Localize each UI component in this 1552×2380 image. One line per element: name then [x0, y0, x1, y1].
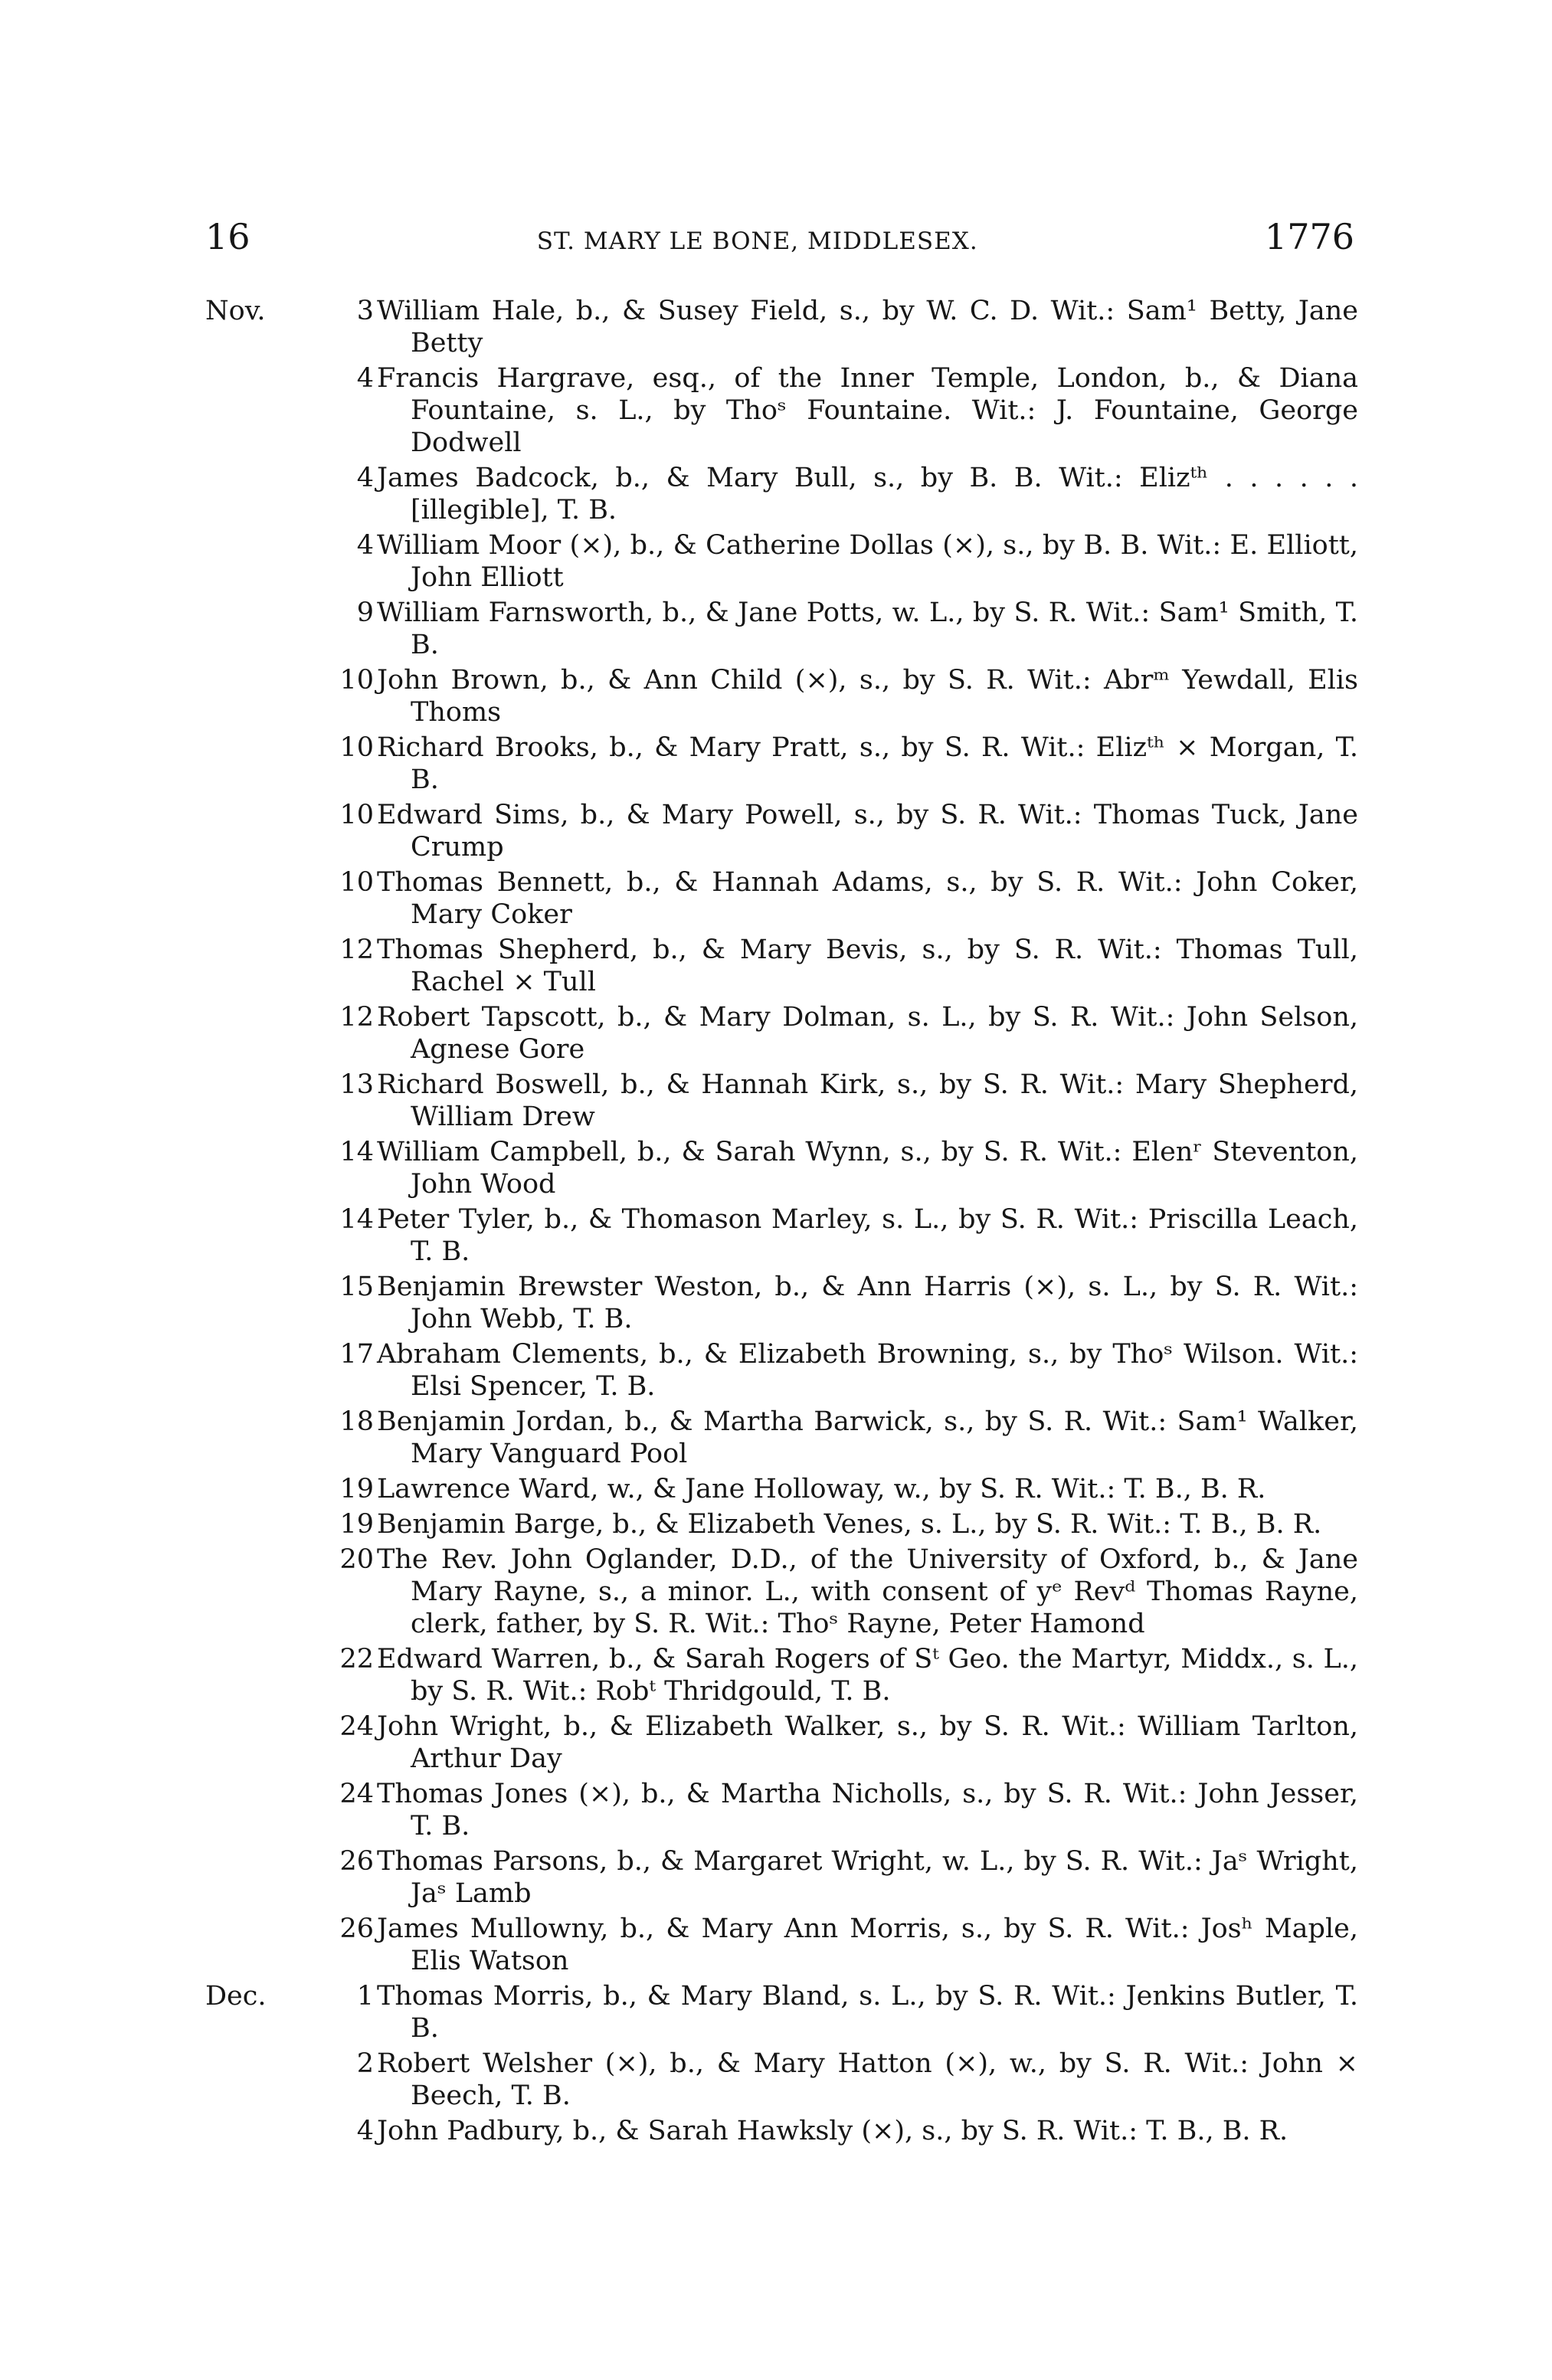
entry-text: Abraham Clements, b., & Elizabeth Browning, s., by Thoˢ Wilson. Wit.: Elsi Spencer, T. B.	[377, 1339, 1358, 1402]
marriage-entry	[205, 1544, 1358, 1640]
entry-text: Benjamin Jordan, b., & Martha Barwick, s., by S. R. Wit.: Sam¹ Walker, Mary Vanguard Pool	[377, 1406, 1358, 1469]
entry-text: Edward Sims, b., & Mary Powell, s., by S. R. Wit.: Thomas Tuck, Jane Crump	[377, 800, 1358, 863]
entry-text: John Brown, b., & Ann Child (×), s., by S. R. Wit.: Abrᵐ Yewdall, Elis Thoms	[377, 665, 1358, 728]
entry-text: Thomas Morris, b., & Mary Bland, s. L., by S. R. Wit.: Jenkins Butler, T. B.	[377, 1981, 1358, 2044]
marriage-entry	[205, 1203, 1358, 1268]
marriage-entry	[205, 462, 1358, 526]
marriage-entry	[205, 2048, 1358, 2112]
entry-text: William Hale, b., & Susey Field, s., by W. C. D. Wit.: Sam¹ Betty, Jane Betty	[377, 296, 1358, 358]
entry-day: 26	[339, 1913, 374, 1944]
entry-day: 9	[356, 597, 374, 628]
marriage-entry	[205, 1406, 1358, 1470]
entry-text: Francis Hargrave, esq., of the Inner Temple, London, b., & Diana Fountaine, s. L., by Thoˢ Fountaine. Wit.: J. Fountaine, George Dodwell	[377, 363, 1358, 458]
entry-text: William Moor (×), b., & Catherine Dollas (×), s., by B. B. Wit.: E. Elliott, John Elliott	[377, 530, 1358, 593]
marriage-entry	[205, 362, 1358, 459]
marriage-entry	[205, 1001, 1358, 1066]
marriage-entry	[205, 732, 1358, 796]
marriage-entries-list	[205, 295, 1358, 2150]
entry-text: John Wright, b., & Elizabeth Walker, s., by S. R. Wit.: William Tarlton, Arthur Day	[377, 1711, 1358, 1774]
marriage-entry	[205, 1338, 1358, 1403]
entry-text: The Rev. John Oglander, D.D., of the University of Oxford, b., & Jane Mary Rayne, s., a minor. L., with consent of yᵉ Revᵈ Thomas Rayne, clerk, father, by S. R. Wit.: Thoˢ Rayne, Peter Hamond	[377, 1544, 1358, 1639]
page-title: ST. MARY LE BONE, MIDDLESEX.	[536, 228, 978, 255]
entry-day: 14	[339, 1137, 374, 1167]
entry-text: Benjamin Brewster Weston, b., & Ann Harris (×), s. L., by S. R. Wit.: John Webb, T. B.	[377, 1272, 1358, 1334]
entry-day: 17	[339, 1339, 374, 1370]
entry-text: Thomas Shepherd, b., & Mary Bevis, s., by S. R. Wit.: Thomas Tull, Rachel × Tull	[377, 935, 1358, 997]
marriage-entry	[205, 1643, 1358, 1707]
entry-text: Robert Tapscott, b., & Mary Dolman, s. L., by S. R. Wit.: John Selson, Agnese Gore	[377, 1002, 1358, 1065]
entry-day: 3	[356, 296, 374, 326]
marriage-entry	[205, 295, 1358, 359]
entry-day: 14	[339, 1204, 374, 1235]
marriage-entry	[205, 1845, 1358, 1910]
entry-day: 26	[339, 1846, 374, 1877]
entry-text: Richard Boswell, b., & Hannah Kirk, s., by S. R. Wit.: Mary Shepherd, William Drew	[377, 1069, 1358, 1132]
entry-text: Benjamin Barge, b., & Elizabeth Venes, s. L., by S. R. Wit.: T. B., B. R.	[377, 1509, 1322, 1540]
entry-text: Edward Warren, b., & Sarah Rogers of Sᵗ Geo. the Martyr, Middx., s. L., by S. R. Wit.: Robᵗ Thridgould, T. B.	[377, 1644, 1358, 1707]
entry-day: 12	[339, 935, 374, 965]
entry-text: Thomas Jones (×), b., & Martha Nicholls, s., by S. R. Wit.: John Jesser, T. B.	[377, 1779, 1358, 1841]
entry-text: James Badcock, b., & Mary Bull, s., by B. B. Wit.: Elizᵗʰ . . . . . . [illegible], T. B.	[377, 463, 1358, 525]
entry-day: 10	[339, 665, 374, 696]
marriage-entry	[205, 934, 1358, 998]
entry-month: Nov.	[205, 296, 266, 326]
marriage-entry	[205, 529, 1358, 594]
entry-day: 10	[339, 800, 374, 830]
entry-month: Dec.	[205, 1981, 267, 2012]
entry-day: 20	[339, 1544, 374, 1575]
entry-day: 15	[339, 1272, 374, 1302]
marriage-entry	[205, 1913, 1358, 1977]
entry-text: John Padbury, b., & Sarah Hawksly (×), s., by S. R. Wit.: T. B., B. R.	[377, 2116, 1288, 2146]
entry-day: 1	[356, 1981, 374, 2012]
entry-text: William Farnsworth, b., & Jane Potts, w. L., by S. R. Wit.: Sam¹ Smith, T. B.	[377, 597, 1358, 660]
entry-text: Lawrence Ward, w., & Jane Holloway, w., by S. R. Wit.: T. B., B. R.	[377, 1474, 1266, 1504]
entry-day: 4	[356, 530, 374, 561]
entry-day: 10	[339, 732, 374, 763]
entry-text: James Mullowny, b., & Mary Ann Morris, s., by S. R. Wit.: Josʰ Maple, Elis Watson	[377, 1913, 1358, 1976]
marriage-entry	[205, 1069, 1358, 1133]
entry-day: 24	[339, 1711, 374, 1742]
entry-day: 12	[339, 1002, 374, 1033]
entry-day: 4	[356, 363, 374, 394]
marriage-entry	[205, 799, 1358, 863]
marriage-entry	[205, 1980, 1358, 2044]
marriage-entry	[205, 664, 1358, 728]
entry-text: Thomas Bennett, b., & Hannah Adams, s., by S. R. Wit.: John Coker, Mary Coker	[377, 867, 1358, 930]
entry-text: William Campbell, b., & Sarah Wynn, s., by S. R. Wit.: Elenʳ Steventon, John Wood	[377, 1137, 1358, 1200]
marriage-entry	[205, 597, 1358, 661]
entry-day: 19	[339, 1474, 374, 1504]
entry-day: 2	[356, 2048, 374, 2079]
entry-day: 13	[339, 1069, 374, 1100]
marriage-entry	[205, 2115, 1358, 2147]
entry-text: Thomas Parsons, b., & Margaret Wright, w. L., by S. R. Wit.: Jaˢ Wright, Jaˢ Lamb	[377, 1846, 1358, 1909]
marriage-entry	[205, 1271, 1358, 1335]
entry-day: 4	[356, 2116, 374, 2146]
entry-text: Peter Tyler, b., & Thomason Marley, s. L., by S. R. Wit.: Priscilla Leach, T. B.	[377, 1204, 1358, 1267]
marriage-entry	[205, 1711, 1358, 1775]
entry-day: 24	[339, 1779, 374, 1809]
entry-day: 18	[339, 1406, 374, 1437]
page-number: 16	[205, 216, 250, 257]
page-header	[205, 216, 1354, 270]
marriage-entry	[205, 1778, 1358, 1842]
entry-day: 22	[339, 1644, 374, 1675]
marriage-entry	[205, 1136, 1358, 1200]
entry-day: 10	[339, 867, 374, 898]
marriage-entry	[205, 866, 1358, 931]
entry-day: 4	[356, 463, 374, 493]
entry-text: Robert Welsher (×), b., & Mary Hatton (×), w., by S. R. Wit.: John × Beech, T. B.	[377, 2048, 1358, 2111]
marriage-entry	[205, 1473, 1358, 1505]
entry-text: Richard Brooks, b., & Mary Pratt, s., by S. R. Wit.: Elizᵗʰ × Morgan, T. B.	[377, 732, 1358, 795]
marriage-entry	[205, 1508, 1358, 1540]
page-year: 1776	[1264, 216, 1354, 257]
entry-day: 19	[339, 1509, 374, 1540]
